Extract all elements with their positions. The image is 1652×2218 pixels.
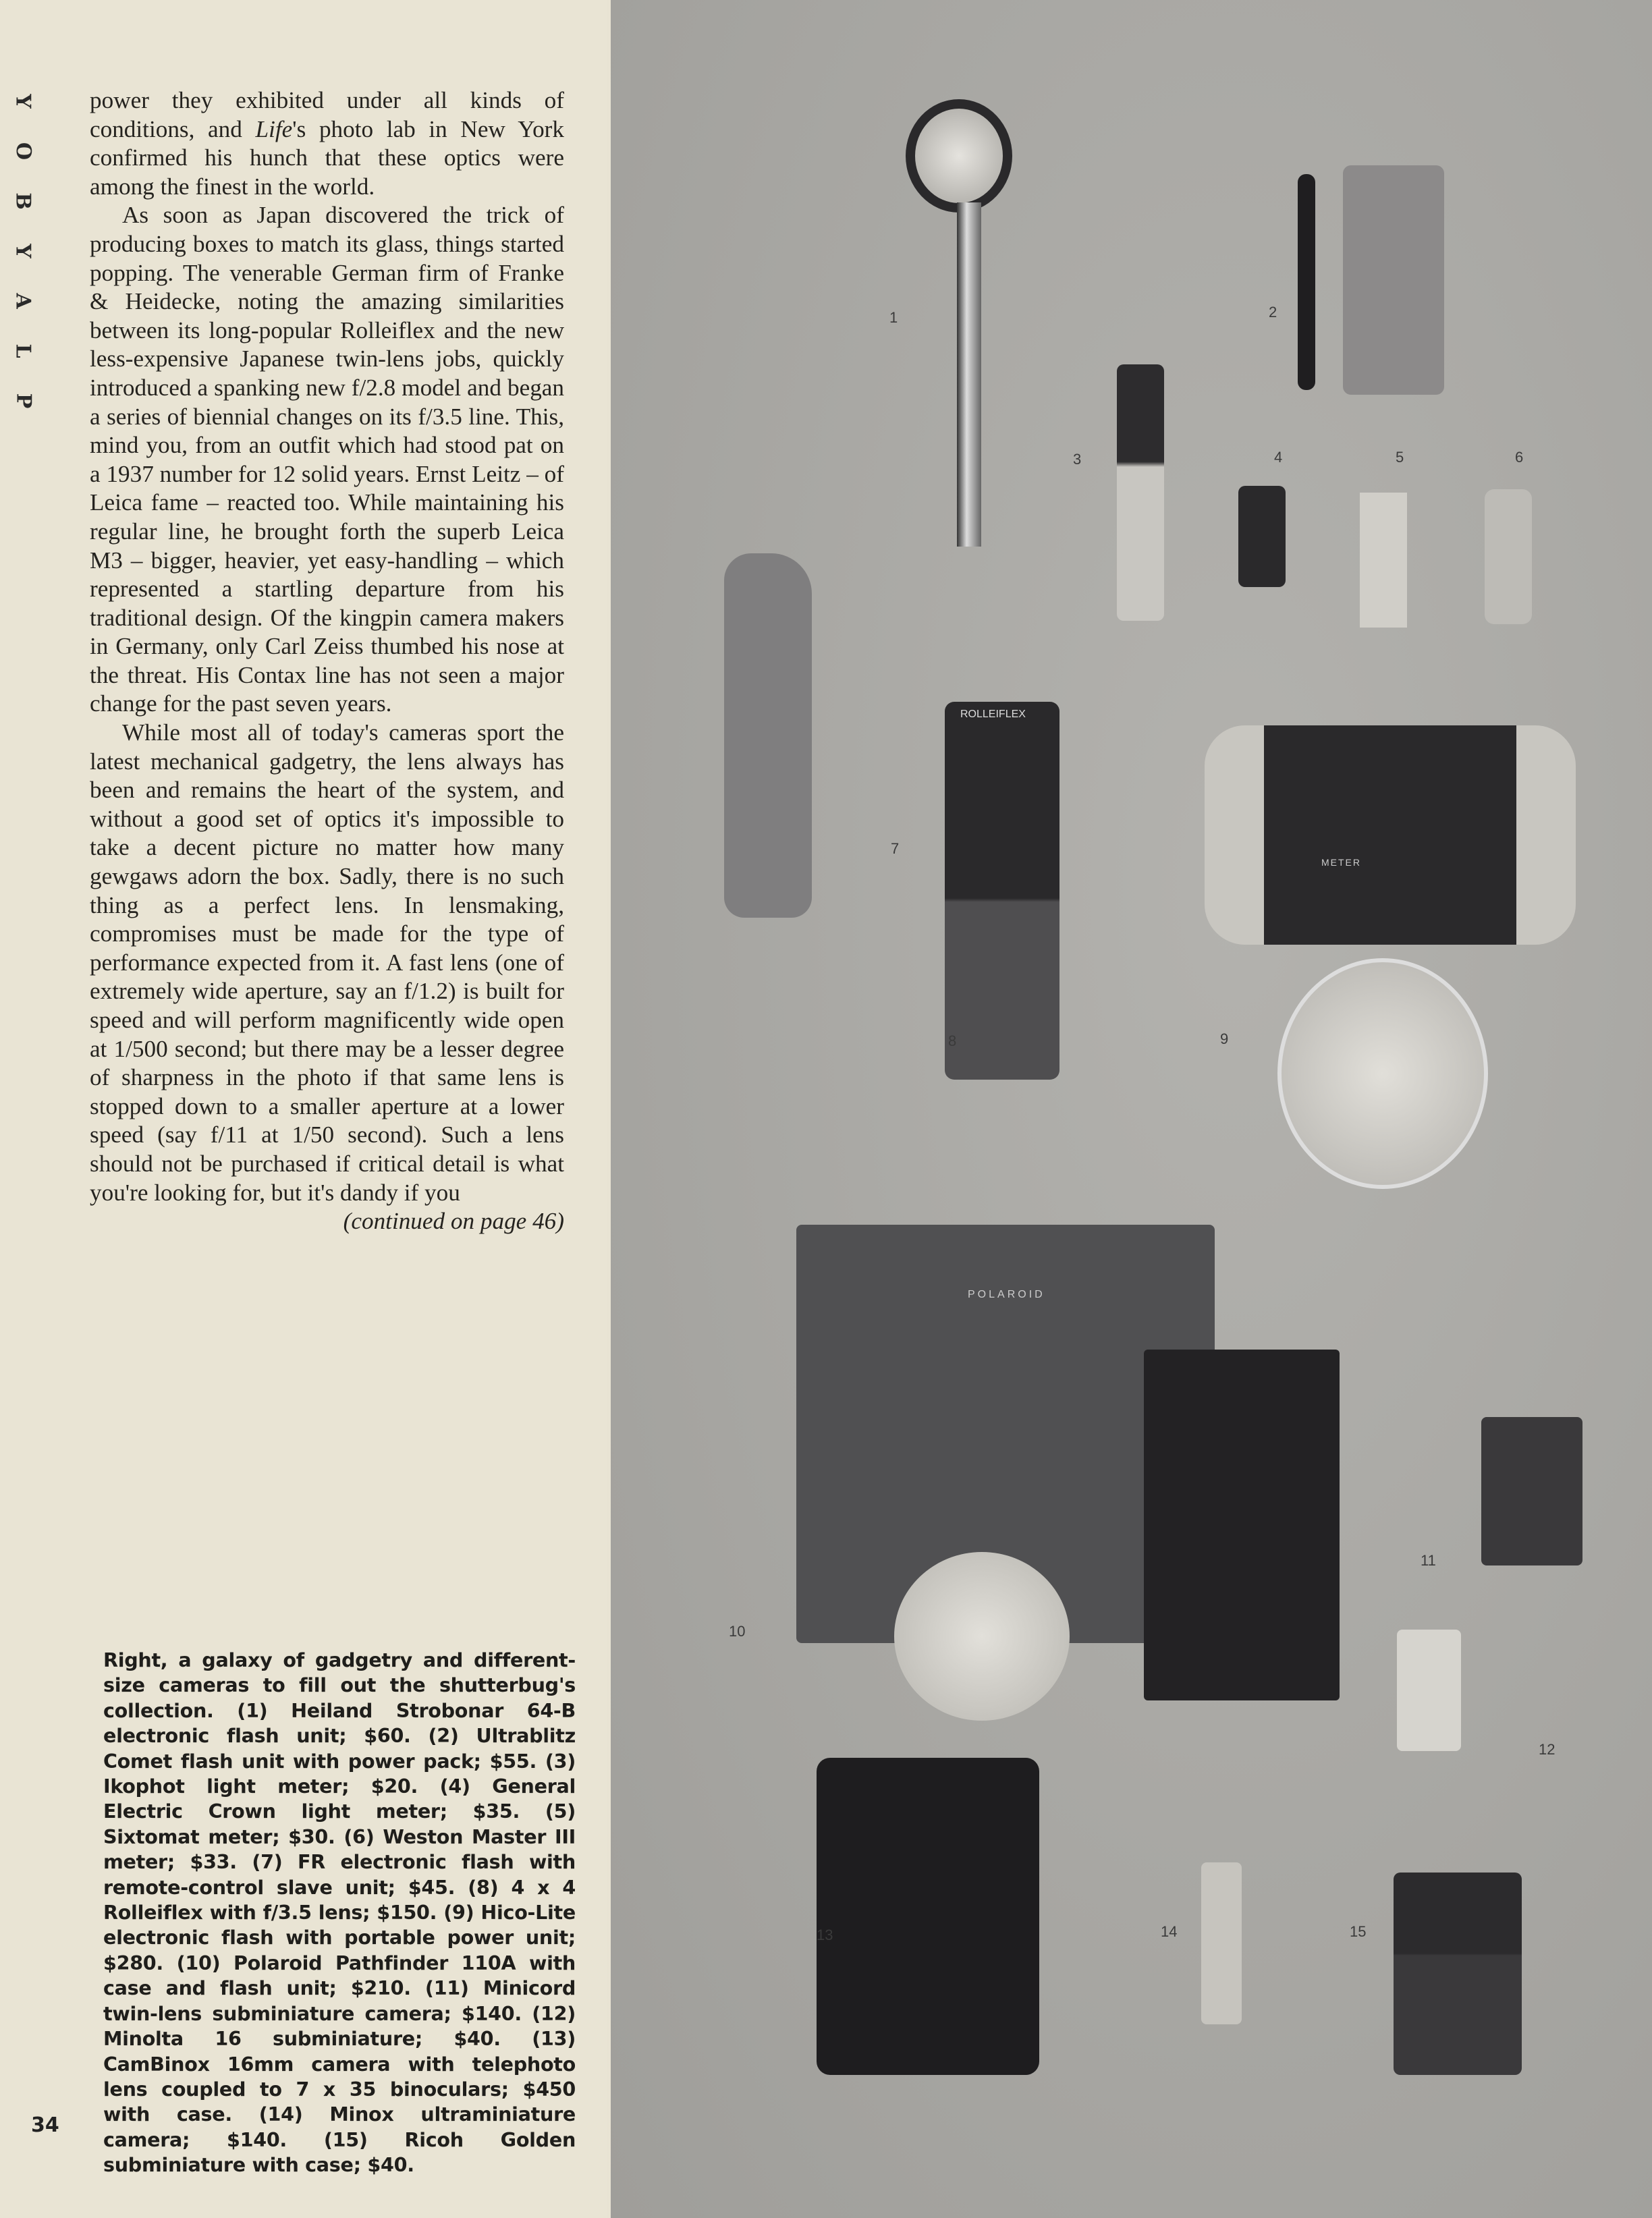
- running-head-letter: Y: [11, 94, 35, 109]
- item-number-label: 10: [729, 1623, 746, 1640]
- caption-item: (7) FR electronic flash with remote-control slave unit; $45.: [103, 1850, 576, 1899]
- item-number-label: 2: [1269, 304, 1277, 321]
- hicolite-power-unit-object: [1205, 725, 1576, 945]
- caption-item: (4) General Electric Crown light meter; $35.: [103, 1775, 576, 1823]
- caption-item: (2) Ultrablitz Comet flash unit with power pack; $55.: [103, 1724, 576, 1773]
- item-number-label: 3: [1073, 451, 1082, 468]
- item-number-label: 14: [1161, 1923, 1178, 1940]
- continued-link[interactable]: (continued on page 46): [343, 1208, 564, 1235]
- item-number-label: 4: [1274, 449, 1283, 466]
- item-number-label: 8: [948, 1032, 957, 1049]
- minolta16-camera-object: [1397, 1630, 1461, 1751]
- running-head-letter: B: [11, 192, 35, 210]
- caption-item: (14) Minox ultraminiature camera; $140.: [103, 2103, 576, 2151]
- strobonar-flash-object: [906, 99, 1012, 213]
- caption-item: (6) Weston Master III meter; $33.: [103, 1825, 576, 1874]
- minox-camera-object: [1201, 1862, 1242, 2024]
- ultrablitz-flash-object: [1343, 165, 1444, 395]
- sixtomat-meter-object: [1360, 493, 1407, 628]
- ge-crown-meter-object: [1238, 486, 1286, 587]
- caption-item: (10) Polaroid Pathfinder 110A with case and flash unit; $210.: [103, 1951, 576, 2000]
- hicolite-meter-label: METER: [1321, 857, 1361, 868]
- caption-item: (13) CamBinox 16mm camera with telephoto lens coupled to 7 x 35 binoculars; $450 with case.: [103, 2027, 576, 2126]
- cambinox-binoculars-object: [817, 1758, 1039, 2075]
- running-head-letter: Y: [11, 244, 35, 258]
- caption-intro: Right, a galaxy of gadgetry and different-size cameras to fill out the shutterbug's collection.: [103, 1648, 576, 1722]
- running-head-letter: P: [11, 393, 35, 409]
- strobonar-handle-object: [957, 202, 981, 547]
- page-number: 34: [31, 2113, 59, 2137]
- item-number-label: 7: [891, 840, 900, 857]
- caption-item: (1) Heiland Strobonar 64-B electronic flash unit; $60.: [103, 1698, 576, 1748]
- hicolite-flash-object: [1277, 958, 1488, 1189]
- item-number-label: 11: [1421, 1552, 1436, 1569]
- item-number-label: 9: [1220, 1030, 1229, 1047]
- photo-caption: [103, 1648, 576, 2178]
- caption-item: (8) 4 x 4 Rolleiflex with f/3.5 lens; $150.: [103, 1875, 576, 1924]
- item-number-label: 12: [1539, 1741, 1555, 1758]
- minicord-camera-object: [1481, 1417, 1582, 1565]
- running-head-letter: A: [11, 293, 35, 309]
- fr-flash-object: [724, 553, 812, 918]
- article-paragraph: While most all of today's cameras sport the latest mechanical gadgetry, the lens always has been and remains the heart of the system, and without a good set of optics it's impossible to take a decent picture no matter how many gewgaws adorn the box. Sadly, there is no such thing as a perfect lens. In lensmaking, compromises must be made for the type of performance expected from it. A fast lens (one of extremely wide aperture, say an f/1.2) is built for speed and will perform magnificently wide open at 1/500 second; but there may be a lesser degree of sharpness in the photo if that same lens is stopped down to a smaller aperture at a lower speed (say f/11 at 1/50 second). Such a lens should not be purchased if critical detail is what you're looking for, but it's dandy if you: [90, 719, 564, 1206]
- caption-item: (3) Ikophot light meter; $20.: [103, 1749, 576, 1798]
- ricoh-golden-camera-object: [1394, 1873, 1522, 2075]
- article-paragraph: As soon as Japan discovered the trick of producing boxes to match its glass, things started popping. The venerable German firm of Franke & Heidecke, noting the amazing similarities between its long-popular Rolleiflex and the new less-expensive Japanese twin-lens jobs, quickly introduced a spanking new f/2.8 model and began a series of biennial changes on its f/3.5 line. This, mind you, from an outfit which had stood pat on a 1937 number for 12 solid years. Ernst Leitz – of Leica fame – reacted too. While maintaining his regular line, he brought forth the superb Leica M3 – bigger, heavier, yet easy-handling – which represented a startling departure from his traditional design. Of the kingpin camera makers in Germany, only Carl Zeiss thumbed his nose at the threat. His Contax line has not seen a major change for the past seven years.: [90, 202, 564, 717]
- caption-item: (15) Ricoh Golden subminiature with case; $40.: [103, 2128, 576, 2177]
- ikophot-meter-object: [1117, 364, 1164, 621]
- running-head-letter: L: [11, 343, 35, 358]
- caption-item: (12) Minolta 16 subminiature; $40.: [103, 2001, 576, 2051]
- rolleiflex-camera-object: [945, 702, 1059, 1080]
- weston-meter-object: [1485, 489, 1532, 624]
- text-page: [0, 0, 607, 2218]
- article-paragraph: power they exhibited under all kinds of conditions, and Life's photo lab in New York confirmed his hunch that these optics were among the finest in the world.: [90, 87, 564, 200]
- running-head-letter: O: [11, 142, 35, 161]
- item-number-label: 13: [817, 1926, 833, 1943]
- item-number-label: 15: [1350, 1923, 1367, 1940]
- ultrablitz-cord-object: [1298, 174, 1315, 390]
- item-number-label: 6: [1515, 449, 1524, 466]
- polaroid-camera-object: [1144, 1350, 1340, 1700]
- caption-item: (5) Sixtomat meter; $30.: [103, 1800, 576, 1848]
- running-head-playboy: [9, 91, 36, 411]
- product-photo: [611, 0, 1652, 2218]
- item-number-label: 1: [889, 309, 898, 326]
- caption-item: (11) Minicord twin-lens subminiature camera; $140.: [103, 1976, 576, 2025]
- rolleiflex-brand: ROLLEIFLEX: [960, 709, 1026, 720]
- polaroid-case-brand: POLAROID: [968, 1289, 1045, 1300]
- item-number-label: 5: [1396, 449, 1404, 466]
- polaroid-flash-object: [894, 1552, 1070, 1721]
- caption-item: (9) Hico-Lite electronic flash with portable power unit; $280.: [103, 1901, 576, 1974]
- article-body: [90, 86, 564, 1236]
